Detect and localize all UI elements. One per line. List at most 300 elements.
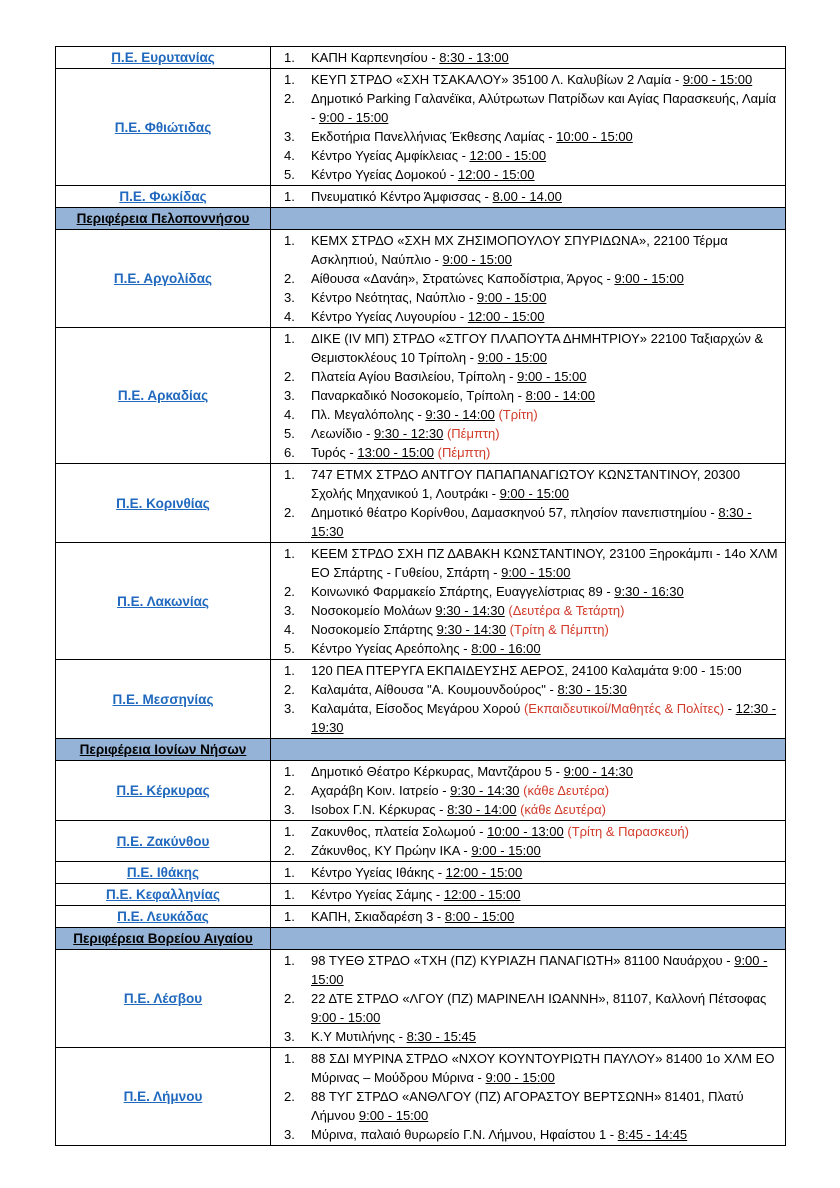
item-text xyxy=(311,822,779,841)
item-number: 3. xyxy=(284,802,295,817)
item-hours: 12:00 - 15:00 xyxy=(443,887,521,902)
item-text xyxy=(311,907,779,926)
location-item xyxy=(284,405,779,424)
item-location: Λεωνίδιο - xyxy=(311,426,374,441)
unit-name-link[interactable]: Π.Ε. Μεσσηνίας xyxy=(112,691,214,707)
item-hours: 8:30 - 15:30 xyxy=(557,682,627,697)
region-unit-row xyxy=(56,906,786,928)
location-item xyxy=(284,699,779,737)
item-hours: 9:00 - 15:00 xyxy=(499,486,569,501)
location-item xyxy=(284,48,779,67)
item-location: Δημοτικό Θέατρο Κέρκυρας, Μαντζάρου 5 - xyxy=(311,764,564,779)
region-unit-row xyxy=(56,69,786,186)
unit-locations-cell xyxy=(271,660,786,739)
location-list xyxy=(271,328,785,463)
unit-locations-cell xyxy=(271,543,786,660)
location-item xyxy=(284,1049,779,1087)
item-text xyxy=(311,1087,779,1125)
item-location: Μύρινα, παλαιό θυρωρείο Γ.Ν. Λήμνου, Ηφαίστου 1 - xyxy=(311,1127,618,1142)
unit-name-link[interactable]: Π.Ε. Ιθάκης xyxy=(126,865,200,880)
item-text xyxy=(311,48,779,67)
location-list xyxy=(271,821,785,861)
unit-name-link[interactable]: Π.Ε. Ευρυτανίας xyxy=(111,50,215,65)
item-location: Κέντρο Νεότητας, Ναύπλιο - xyxy=(311,290,478,305)
region-section-label: Περιφέρεια Βορείου Αιγαίου xyxy=(73,931,253,946)
item-day-note: (Τρίτη) xyxy=(498,407,538,422)
item-text xyxy=(311,601,779,620)
item-hours: 9:00 - 15:00 xyxy=(318,110,389,125)
item-location: Πλατεία Αγίου Βασιλείου, Τρίπολη - xyxy=(311,369,518,384)
location-item xyxy=(284,800,779,819)
location-list xyxy=(271,906,785,927)
item-hours: 8:30 - 15:30 xyxy=(311,505,752,539)
item-hours: 9:00 - 15:00 xyxy=(311,1010,381,1025)
location-item xyxy=(284,1125,779,1144)
item-text xyxy=(311,443,779,462)
item-number: 2. xyxy=(284,91,295,106)
unit-name-cell xyxy=(56,69,271,186)
item-number: 1. xyxy=(284,887,295,902)
location-list xyxy=(271,1048,785,1145)
location-list xyxy=(271,862,785,883)
item-location: ΚΕΜΧ ΣΤΡΔΟ «ΣΧΗ ΜΧ ΖΗΣΙΜΟΠΟΥΛΟΥ ΣΠΥΡΙΔΩΝΑ», 22100 Τέρμα Ασκληπιού, Ναύπλιο - xyxy=(311,233,728,267)
item-location: Κέντρο Υγείας Δομοκού - xyxy=(311,167,458,182)
item-number: 3. xyxy=(284,290,295,305)
region-section-label: Περιφέρεια Ιονίων Νήσων xyxy=(79,742,247,757)
item-hours: 8:00 - 14:00 xyxy=(525,388,595,403)
item-hours: 9:00 - 15:00 xyxy=(311,953,768,987)
item-text xyxy=(311,800,779,819)
region-unit-row xyxy=(56,47,786,69)
item-text xyxy=(311,89,779,127)
unit-name-cell xyxy=(56,950,271,1048)
item-text xyxy=(311,863,779,882)
item-number: 2. xyxy=(284,584,295,599)
item-location: Πνευματικό Κέντρο Άμφισσας - xyxy=(311,189,493,204)
item-text xyxy=(311,424,779,443)
location-item xyxy=(284,680,779,699)
region-section-cell xyxy=(56,208,271,230)
item-number: 2. xyxy=(284,991,295,1006)
unit-name-cell xyxy=(56,884,271,906)
item-text xyxy=(311,146,779,165)
region-section-cell xyxy=(56,739,271,761)
unit-name-link[interactable]: Π.Ε. Λέσβου xyxy=(123,991,203,1006)
region-unit-row xyxy=(56,543,786,660)
item-number: 1. xyxy=(284,72,295,87)
item-text xyxy=(311,405,779,424)
item-number: 2. xyxy=(284,369,295,384)
location-list xyxy=(271,660,785,738)
item-number: 4. xyxy=(284,407,295,422)
location-item xyxy=(284,146,779,165)
item-number: 1. xyxy=(284,1051,295,1066)
unit-name-cell xyxy=(56,761,271,821)
item-location: Κέντρο Υγείας Σάμης - xyxy=(311,887,444,902)
item-hours: 9:30 - 14:30 xyxy=(436,622,507,637)
item-text xyxy=(311,187,779,206)
item-number: 1. xyxy=(284,233,295,248)
location-list xyxy=(271,543,785,659)
item-number: 1. xyxy=(284,824,295,839)
region-section-row xyxy=(56,928,786,950)
region-section-row xyxy=(56,208,786,230)
unit-locations-cell xyxy=(271,230,786,328)
location-list xyxy=(271,761,785,820)
unit-name-cell xyxy=(56,328,271,464)
item-location: Αχαράβη Κοιν. Ιατρείο - xyxy=(311,783,451,798)
item-text xyxy=(311,781,779,800)
item-hours: 9:30 - 14:30 xyxy=(435,603,505,618)
item-text xyxy=(311,841,779,860)
item-day-note: (Δευτέρα & Τετάρτη) xyxy=(508,603,625,618)
item-text xyxy=(311,582,779,601)
unit-locations-cell xyxy=(271,1048,786,1146)
item-hours: 8:00 - 15:00 xyxy=(444,909,515,924)
unit-locations-cell xyxy=(271,950,786,1048)
item-text xyxy=(311,70,779,89)
unit-name-cell xyxy=(56,47,271,69)
location-item xyxy=(284,231,779,269)
item-location: Ζακυνθος, πλατεία Σολωμού - xyxy=(311,824,488,839)
location-list xyxy=(271,69,785,185)
location-item xyxy=(284,841,779,860)
location-item xyxy=(284,863,779,882)
location-item xyxy=(284,620,779,639)
unit-name-link[interactable]: Π.Ε. Αργολίδας xyxy=(113,271,213,286)
item-hours: 9:00 - 15:00 xyxy=(517,369,587,384)
item-location: Κοινωνικό Φαρμακείο Σπάρτης, Ευαγγελίστριας 89 - xyxy=(311,584,615,599)
item-location: ΔΙΚΕ (ΙV ΜΠ) ΣΤΡΔΟ «ΣΤΓΟΥ ΠΛΑΠΟΥΤΑ ΔΗΜΗΤΡΙΟΥ» 22100 Ταξιαρχών & Θεμιστοκλέους 10 Τρίπολη - xyxy=(311,331,764,365)
location-item xyxy=(284,288,779,307)
item-hours: 8:30 - 13:00 xyxy=(439,50,509,65)
region-unit-row xyxy=(56,761,786,821)
region-section-cell xyxy=(56,928,271,950)
item-number: 1. xyxy=(284,331,295,346)
item-number: 2. xyxy=(284,682,295,697)
item-hours: 9:00 - 15:00 xyxy=(471,843,541,858)
item-hours: 8.00 - 14.00 xyxy=(492,189,562,204)
region-section-spacer xyxy=(271,739,786,761)
location-item xyxy=(284,582,779,601)
item-number: 1. xyxy=(284,663,295,678)
item-hours: 8:45 - 14:45 xyxy=(617,1127,688,1142)
item-location: - xyxy=(724,701,736,716)
item-location: Δημοτικό θέατρο Κορίνθου, Δαμασκηνού 57, πλησίον πανεπιστημίου - xyxy=(311,505,719,520)
item-hours: 12:30 - 19:30 xyxy=(311,701,777,735)
item-text xyxy=(311,307,779,326)
item-day-note: (Πέμπτη) xyxy=(437,445,491,460)
location-item xyxy=(284,885,779,904)
region-unit-row xyxy=(56,862,786,884)
item-hours: 8:00 - 16:00 xyxy=(471,641,541,656)
item-text xyxy=(311,231,779,269)
item-hours: 10:00 - 15:00 xyxy=(556,129,633,144)
item-location: Κέντρο Υγείας Αμφίκλειας - xyxy=(311,148,470,163)
item-day-note: (Πέμπτη) xyxy=(446,426,500,441)
location-item xyxy=(284,165,779,184)
item-number: 3. xyxy=(284,129,295,144)
item-location: 22 ΔΤΕ ΣΤΡΔΟ «ΛΓΟΥ (ΠΖ) ΜΑΡΙΝΕΛΗ ΙΩΑΝΝΗ», 81107, Καλλονή Πέτσοφας xyxy=(311,991,767,1006)
unit-name-cell xyxy=(56,464,271,543)
location-item xyxy=(284,89,779,127)
location-item xyxy=(284,443,779,462)
item-number: 1. xyxy=(284,865,295,880)
item-location: Κέντρο Υγείας Ιθάκης - xyxy=(311,865,446,880)
item-text xyxy=(311,269,779,288)
item-hours: 12:00 - 15:00 xyxy=(457,167,535,182)
item-location: 98 ΤΥΕΘ ΣΤΡΔΟ «ΤΧΗ (ΠΖ) ΚΥΡΙΑΖΗ ΠΑΝΑΓΙΩΤΗ» 81100 Ναυάρχου - xyxy=(311,953,735,968)
location-item xyxy=(284,781,779,800)
unit-name-cell xyxy=(56,862,271,884)
location-item xyxy=(284,1027,779,1046)
item-number: 1. xyxy=(284,546,295,561)
location-item xyxy=(284,601,779,620)
item-number: 3. xyxy=(284,1029,295,1044)
item-number: 3. xyxy=(284,701,295,716)
item-number: 1. xyxy=(284,467,295,482)
location-list xyxy=(271,884,785,905)
unit-name-link[interactable]: Π.Ε. Φωκίδας xyxy=(119,189,207,204)
region-section-spacer xyxy=(271,928,786,950)
item-text xyxy=(311,329,779,367)
item-location: ΚΕΥΠ ΣΤΡΔΟ «ΣΧΗ ΤΣΑΚΑΛΟΥ» 35100 Λ. Καλυβίων 2 Λαμία - xyxy=(311,72,683,87)
item-location: Παναρκαδικό Νοσοκομείο, Τρίπολη - xyxy=(311,388,526,403)
location-item xyxy=(284,269,779,288)
item-location: Isobox Γ.Ν. Κέρκυρας - xyxy=(311,802,448,817)
unit-name-cell xyxy=(56,906,271,928)
location-item xyxy=(284,187,779,206)
item-location: Πλ. Μεγαλόπολης - xyxy=(311,407,426,422)
item-hours: 13:00 - 15:00 xyxy=(357,445,435,460)
item-location: 747 ΕΤΜΧ ΣΤΡΔΟ ΑΝΤΓΟΥ ΠΑΠΑΠΑΝΑΓΙΩΤΟΥ ΚΩΝΣΤΑΝΤΙΝΟΥ, 20300 Σχολής Μηχανικού 1, Λουτράκι - xyxy=(311,467,741,501)
location-list xyxy=(271,950,785,1047)
location-item xyxy=(284,329,779,367)
region-unit-row xyxy=(56,821,786,862)
item-text xyxy=(311,639,779,658)
item-hours: 12:00 - 15:00 xyxy=(469,148,547,163)
region-unit-row xyxy=(56,884,786,906)
item-number: 2. xyxy=(284,783,295,798)
item-location: Καλαμάτα, Αίθουσα "Α. Κουμουνδούρος" - xyxy=(311,682,558,697)
location-list xyxy=(271,464,785,542)
item-text xyxy=(311,885,779,904)
item-number: 1. xyxy=(284,50,295,65)
item-location: Κέντρο Υγείας Λυγουρίου - xyxy=(311,309,468,324)
unit-name-cell xyxy=(56,230,271,328)
item-hours: 9:00 - 15:00 xyxy=(682,72,753,87)
item-number: 2. xyxy=(284,505,295,520)
unit-name-cell xyxy=(56,660,271,739)
item-text xyxy=(311,989,779,1027)
unit-locations-cell xyxy=(271,821,786,862)
item-hours: 9:30 - 14:00 xyxy=(425,407,495,422)
region-unit-row xyxy=(56,464,786,543)
item-text xyxy=(311,661,779,680)
item-text xyxy=(311,367,779,386)
region-unit-row xyxy=(56,950,786,1048)
region-unit-row xyxy=(56,328,786,464)
location-item xyxy=(284,424,779,443)
item-location: Νοσοκομείο Μολάων xyxy=(311,603,436,618)
item-location: Εκδοτήρια Πανελλήνιας Έκθεσης Λαμίας - xyxy=(311,129,557,144)
unit-name-link[interactable]: Π.Ε. Λευκάδας xyxy=(117,909,209,924)
item-text xyxy=(311,544,779,582)
item-location: 88 ΤΥΓ ΣΤΡΔΟ «ΑΝΘΛΓΟΥ (ΠΖ) ΑΓΟΡΑΣΤΟΥ ΒΕΡΤΣΩΝΗ» 81401, Πλατύ Λήμνου xyxy=(311,1089,744,1123)
unit-locations-cell xyxy=(271,186,786,208)
item-day-note: (Τρίτη & Παρασκευή) xyxy=(567,824,689,839)
item-number: 5. xyxy=(284,167,295,182)
item-text xyxy=(311,620,779,639)
item-day-note: (κάθε Δευτέρα) xyxy=(523,783,610,798)
item-location: 120 ΠΕΑ ΠΤΕΡΥΓΑ ΕΚΠΑΙΔΕΥΣΗΣ ΑΕΡΟΣ, 24100 Καλαμάτα 9:00 - 15:00 xyxy=(311,663,742,678)
location-item xyxy=(284,639,779,658)
item-text xyxy=(311,1125,779,1144)
location-item xyxy=(284,307,779,326)
item-number: 4. xyxy=(284,622,295,637)
item-hours: 8:30 - 15:45 xyxy=(406,1029,476,1044)
item-hours: 9:00 - 15:00 xyxy=(614,271,684,286)
unit-locations-cell xyxy=(271,884,786,906)
item-number: 3. xyxy=(284,1127,295,1142)
item-location: 88 ΣΔΙ ΜΥΡΙΝΑ ΣΤΡΔΟ «ΝΧΟΥ ΚΟΥΝΤΟΥΡΙΩΤΗ ΠΑΥΛΟΥ» 81400 1ο ΧΛΜ ΕΟ Μύρινας – Μούδρου Μύρινα - xyxy=(311,1051,775,1085)
location-item xyxy=(284,503,779,541)
item-text xyxy=(311,1027,779,1046)
item-text xyxy=(311,680,779,699)
location-list xyxy=(271,47,785,68)
item-hours: 9:00 - 15:00 xyxy=(442,252,512,267)
location-item xyxy=(284,544,779,582)
unit-name-link[interactable]: Π.Ε. Κέρκυρας xyxy=(116,783,210,798)
item-location: Κέντρο Υγείας Αρεόπολης - xyxy=(311,641,472,656)
item-hours: 9:00 - 14:30 xyxy=(563,764,634,779)
location-list xyxy=(271,230,785,327)
region-section-spacer xyxy=(271,208,786,230)
item-text xyxy=(311,386,779,405)
unit-name-link[interactable]: Π.Ε. Αρκαδίας xyxy=(117,388,209,403)
unit-name-cell xyxy=(56,186,271,208)
location-item xyxy=(284,127,779,146)
item-hours: 12:00 - 15:00 xyxy=(467,309,545,324)
unit-locations-cell xyxy=(271,328,786,464)
unit-name-link[interactable]: Π.Ε. Λακωνίας xyxy=(117,593,209,609)
unit-name-link[interactable]: Π.Ε. Κορινθίας xyxy=(116,495,210,511)
item-number: 4. xyxy=(284,148,295,163)
item-location: Κ.Υ Μυτιλήνης - xyxy=(311,1029,407,1044)
unit-locations-cell xyxy=(271,761,786,821)
item-number: 2. xyxy=(284,843,295,858)
item-hours: 9:30 - 12:30 xyxy=(373,426,444,441)
item-text xyxy=(311,762,779,781)
item-number: 1. xyxy=(284,909,295,924)
region-section-row xyxy=(56,739,786,761)
schedule-table xyxy=(55,46,786,1146)
item-location: Αίθουσα «Δανάη», Στρατώνες Καποδίστρια, Άργος - xyxy=(311,271,615,286)
item-hours: 9:00 - 15:00 xyxy=(485,1070,555,1085)
unit-locations-cell xyxy=(271,69,786,186)
unit-locations-cell xyxy=(271,862,786,884)
location-item xyxy=(284,386,779,405)
item-hours: 9:00 - 15:00 xyxy=(501,565,571,580)
item-location: Καλαμάτα, Είσοδος Μεγάρου Χορού xyxy=(311,701,524,716)
item-hours: 10:00 - 13:00 xyxy=(487,824,564,839)
item-number: 2. xyxy=(284,1089,295,1104)
location-item xyxy=(284,822,779,841)
item-location: ΚΑΠΗ Καρπενησίου - xyxy=(311,50,440,65)
unit-name-link[interactable]: Π.Ε. Φθιώτιδας xyxy=(114,119,212,135)
item-hours: 9:30 - 16:30 xyxy=(614,584,684,599)
item-location: Ζάκυνθος, ΚΥ Πρώην ΙΚΑ - xyxy=(311,843,472,858)
item-number: 4. xyxy=(284,309,295,324)
unit-locations-cell xyxy=(271,464,786,543)
item-day-note: (Τρίτη & Πέμπτη) xyxy=(509,622,609,637)
item-text xyxy=(311,127,779,146)
item-hours: 9:00 - 15:00 xyxy=(358,1108,429,1123)
item-number: 3. xyxy=(284,388,295,403)
item-hours: 12:00 - 15:00 xyxy=(445,865,523,880)
item-day-note: (Εκπαιδευτικοί/Μαθητές & Πολίτες) xyxy=(523,701,725,716)
unit-name-cell xyxy=(56,543,271,660)
location-item xyxy=(284,907,779,926)
item-number: 1. xyxy=(284,953,295,968)
region-unit-row xyxy=(56,230,786,328)
item-hours: 9:00 - 15:00 xyxy=(477,290,547,305)
item-location: ΚΕΕΜ ΣΤΡΔΟ ΣΧΗ ΠΖ ΔΑΒΑΚΗ ΚΩΝΣΤΑΝΤΙΝΟΥ, 23100 Ξηροκάμπι - 14ο ΧΛΜ ΕΟ Σπάρτης - Γυθείου, Σπάρτη - xyxy=(311,546,778,580)
item-location: Τυρός - xyxy=(311,445,358,460)
item-number: 5. xyxy=(284,641,295,656)
unit-locations-cell xyxy=(271,47,786,69)
item-number: 1. xyxy=(284,764,295,779)
unit-name-link[interactable]: Π.Ε. Λήμνου xyxy=(123,1089,203,1104)
location-item xyxy=(284,989,779,1027)
region-section-label: Περιφέρεια Πελοποννήσου xyxy=(76,211,250,226)
item-number: 5. xyxy=(284,426,295,441)
item-text xyxy=(311,951,779,989)
item-location: ΚΑΠΗ, Σκιαδαρέση 3 - xyxy=(311,909,445,924)
unit-name-cell xyxy=(56,1048,271,1146)
schedule-body xyxy=(56,47,786,1146)
unit-locations-cell xyxy=(271,906,786,928)
item-day-note: (κάθε Δευτέρα) xyxy=(520,802,606,817)
item-number: 1. xyxy=(284,189,295,204)
item-hours: 9:30 - 14:30 xyxy=(450,783,520,798)
item-number: 3. xyxy=(284,603,295,618)
item-text xyxy=(311,465,779,503)
region-unit-row xyxy=(56,660,786,739)
item-text xyxy=(311,503,779,541)
unit-name-cell xyxy=(56,821,271,862)
location-item xyxy=(284,762,779,781)
unit-name-link[interactable]: Π.Ε. Ζακύνθου xyxy=(116,833,210,849)
item-hours: 9:00 - 15:00 xyxy=(477,350,548,365)
item-text xyxy=(311,1049,779,1087)
item-location: Νοσοκομείο Σπάρτης xyxy=(311,622,437,637)
location-item xyxy=(284,661,779,680)
item-number: 2. xyxy=(284,271,295,286)
item-hours: 8:30 - 14:00 xyxy=(447,802,517,817)
location-item xyxy=(284,70,779,89)
location-item xyxy=(284,465,779,503)
item-text xyxy=(311,165,779,184)
location-list xyxy=(271,186,785,207)
location-item xyxy=(284,951,779,989)
item-text xyxy=(311,288,779,307)
unit-name-link[interactable]: Π.Ε. Κεφαλληνίας xyxy=(106,887,220,902)
region-unit-row xyxy=(56,186,786,208)
location-item xyxy=(284,367,779,386)
item-text xyxy=(311,699,779,737)
location-item xyxy=(284,1087,779,1125)
